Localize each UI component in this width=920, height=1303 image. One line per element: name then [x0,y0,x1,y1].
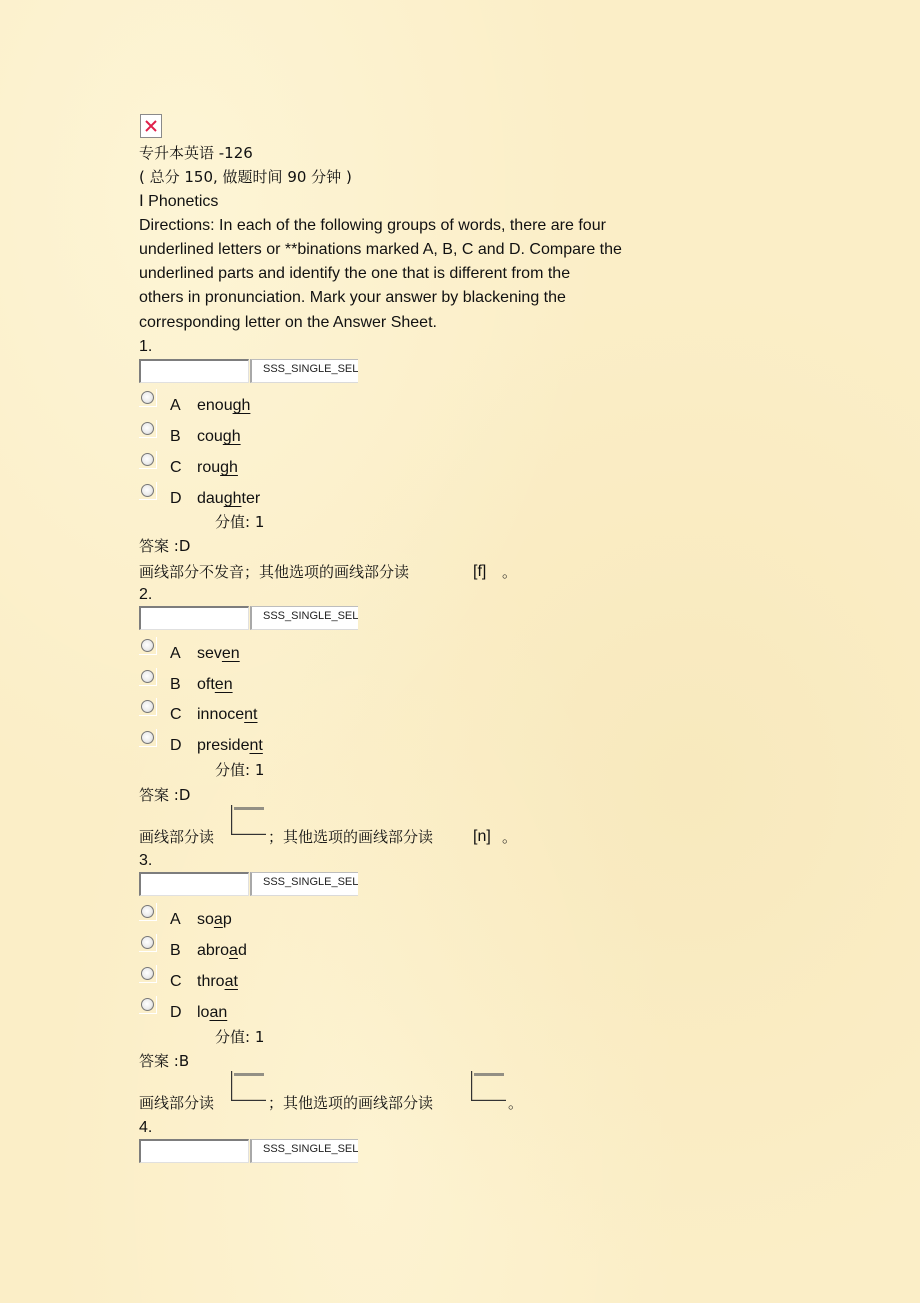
option-word[interactable]: often [197,676,233,693]
explanation-period: 。 [502,563,518,581]
option-letter: B [170,942,181,959]
directions-line: corresponding letter on the Answer Sheet. [139,314,437,331]
explanation-text: 画线部分读 [139,828,215,846]
score-label: 分值: 1 [215,1028,265,1046]
answer-label: 答案 :B [139,1052,190,1070]
answer-label: 答案 :D [139,537,191,555]
section-heading: Ⅰ Phonetics [139,193,219,210]
option-letter: C [170,973,182,990]
score-label: 分值: 1 [215,513,265,531]
underlined-part: at [224,973,238,990]
phonetic-image-icon [470,1071,506,1101]
option-letter: C [170,706,182,723]
underlined-part: an [209,1004,228,1021]
score-label: 分值: 1 [215,761,265,779]
page-title: 专升本英语 -126 [139,144,253,162]
answer-input[interactable] [139,872,249,896]
question-type-tag: SSS_SINGLE_SEL [250,872,358,896]
underlined-part: en [214,676,233,693]
option-word[interactable]: cough [197,428,241,445]
option-radio[interactable] [141,453,154,466]
question-type-tag: SSS_SINGLE_SEL [250,1139,358,1163]
option-letter: A [170,397,181,414]
option-word[interactable]: soap [197,911,232,928]
phonetic-image-icon [230,1071,266,1101]
option-letter: D [170,490,182,507]
option-radio[interactable] [141,905,154,918]
option-word[interactable]: seven [197,645,240,662]
question-type-tag: SSS_SINGLE_SEL [250,359,358,383]
directions-line: others in pronunciation. Mark your answer by blackening the [139,289,566,306]
underlined-part: gh [223,490,242,507]
question-number: 4. [139,1119,153,1136]
option-letter: A [170,645,181,662]
question-type-tag: SSS_SINGLE_SEL [250,606,358,630]
option-word[interactable]: innocent [197,706,258,723]
option-word[interactable]: abroad [197,942,247,959]
option-letter: A [170,911,181,928]
option-word[interactable]: loan [197,1004,228,1021]
answer-input[interactable] [139,359,249,383]
option-radio[interactable] [141,484,154,497]
underlined-part: a [213,911,223,928]
option-word[interactable]: throat [197,973,238,990]
underlined-part: a [229,942,238,959]
question-number: 3. [139,852,153,869]
explanation-text: ；其他选项的画线部分读 [268,828,434,846]
underlined-part: gh [222,428,241,445]
option-letter: D [170,737,182,754]
phonetic-symbol: [n] [473,828,491,845]
underlined-part: en [221,645,240,662]
underlined-part: gh [220,459,238,476]
explanation-text: 画线部分不发音；其他选项的画线部分读 [139,563,410,581]
option-word[interactable]: enough [197,397,251,414]
option-word[interactable]: daughter [197,490,261,507]
option-letter: B [170,676,181,693]
option-radio[interactable] [141,731,154,744]
option-letter: D [170,1004,182,1021]
phonetic-image-icon [230,805,266,835]
broken-image-icon [140,114,162,138]
option-radio[interactable] [141,422,154,435]
underlined-part: nt [249,737,263,754]
question-number: 1. [139,338,153,355]
explanation-text: ；其他选项的画线部分读 [268,1094,434,1112]
exam-info: ( 总分 150, 做题时间 90 分钟 ) [139,168,352,186]
underlined-part: gh [232,397,251,414]
explanation-period: 。 [508,1094,524,1112]
option-radio[interactable] [141,967,154,980]
directions-line: underlined parts and identify the one that is different from the [139,265,571,282]
answer-input[interactable] [139,606,249,630]
option-radio[interactable] [141,936,154,949]
answer-input[interactable] [139,1139,249,1163]
option-letter: C [170,459,182,476]
option-radio[interactable] [141,700,154,713]
option-word[interactable]: rough [197,459,238,476]
underlined-part: nt [244,706,258,723]
option-word[interactable]: president [197,737,263,754]
directions-line: underlined letters or **binations marked A, B, C and D. Compare the [139,241,622,258]
phonetic-symbol: [f] [473,563,487,580]
option-radio[interactable] [141,639,154,652]
answer-label: 答案 :D [139,786,191,804]
question-number: 2. [139,586,153,603]
option-radio[interactable] [141,670,154,683]
explanation-text: 画线部分读 [139,1094,215,1112]
option-radio[interactable] [141,998,154,1011]
explanation-period: 。 [502,828,518,846]
directions-line: Directions: In each of the following groups of words, there are four [139,217,606,234]
option-letter: B [170,428,181,445]
option-radio[interactable] [141,391,154,404]
